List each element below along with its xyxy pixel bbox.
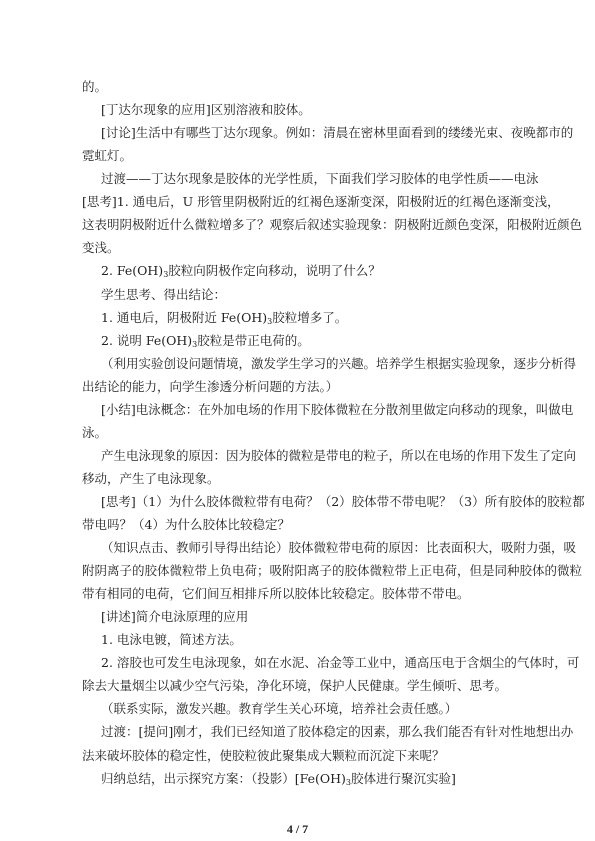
text-line: 除去大量烟尘以减少空气污染，净化环境，保护人民健康。学生倾听、思考。 <box>82 678 508 694</box>
text-line: （联系实际，激发兴趣。教育学生关心环境，培养社会责任感。） <box>101 701 458 717</box>
text-line: 出结论的能力，向学生渗透分析问题的方法。） <box>82 378 339 394</box>
text-line <box>101 309 595 326</box>
text-segment: 2. 说明 Fe(OH) <box>101 332 193 348</box>
text-line <box>101 262 595 279</box>
text-line: [思考]1. 通电后，U 形管里阴极附近的红褐色逐渐变深，阳极附近的红褐色逐渐变浅， <box>82 194 560 210</box>
text-line: 学生思考、得出结论： <box>101 286 227 302</box>
text-line: 附阴离子的胶体微粒带上负电荷；吸附阳离子的胶体微粒带上正电荷，但是同种胶体的微粒 <box>82 563 583 578</box>
text-segment: 归纳总结，出示探究方案：（投影）[Fe(OH) <box>101 770 346 786</box>
subscript: 3 <box>192 339 198 349</box>
page-number: 4 / 7 <box>286 822 309 836</box>
text-line: [讨论]生活中有哪些丁达尔现象。例如：清晨在密林里面看到的缕缕光束、夜晚都市的 <box>101 125 574 141</box>
text-line: [小结]电泳概念：在外加电场的作用下胶体微粒在分散剂里做定向移动的现象，叫做电 <box>101 401 574 417</box>
text-line <box>101 332 595 349</box>
text-segment: 胶粒向阴极作定向移动，说明了什么？ <box>168 263 381 279</box>
text-line: [丁达尔现象的应用]区别溶液和胶体。 <box>101 102 311 117</box>
text-line: 的。 <box>82 79 108 94</box>
text-line: 过渡：[提问]刚才，我们已经知道了胶体稳定的因素，那么我们能否有针对性地想出办 <box>101 724 574 740</box>
subscript: 3 <box>345 777 352 787</box>
text-line: （知识点击、教师引导得出结论）胶体微粒带电荷的原因：比表面积大，吸附力强，吸 <box>101 540 577 555</box>
text-segment: 胶粒是带正电荷的。 <box>197 332 310 348</box>
text-line <box>101 770 595 787</box>
text-line: 带有相同的电荷，它们间互相排斥所以胶体比较稳定。胶体带不带电。 <box>82 586 470 602</box>
text-segment: 2. Fe(OH) <box>101 263 164 279</box>
text-line: 移动，产生了电泳现象。 <box>82 470 220 486</box>
text-line: 法来破坏胶体的稳定性，使胶粒彼此聚集成大颗粒而沉淀下来呢？ <box>82 747 445 763</box>
text-line: 1. 电泳电镀，简述方法。 <box>101 632 242 648</box>
text-line: 过渡——丁达尔现象是胶体的光学性质，下面我们学习胶体的电学性质——电泳 <box>101 171 539 187</box>
text-line: 2. 溶胶也可发生电泳现象，如在水泥、冶金等工业中，通高压电于含烟尘的气体时，可 <box>101 655 580 671</box>
text-segment: 1. 通电后，阴极附近 Fe(OH) <box>101 309 268 325</box>
text-segment: 胶体进行聚沉实验] <box>351 770 456 786</box>
text-segment: 胶粒增多了。 <box>272 309 348 325</box>
text-line: 泳。 <box>82 424 108 440</box>
text-line: 霓虹灯。 <box>82 148 133 164</box>
text-line: 变浅。 <box>82 240 120 256</box>
text-line: 产生电泳现象的原因：因为胶体的微粒是带电的粒子，所以在电场的作用下发生了定向 <box>101 447 577 463</box>
subscript: 3 <box>163 270 169 280</box>
text-line: [思考]（1）为什么胶体微粒带有电荷？（2）胶体带不带电呢？（3）所有胶体的胶粒都 <box>101 493 585 509</box>
subscript: 3 <box>267 316 273 326</box>
text-line: （利用实验创设问题情境，激发学生学习的兴趣。培养学生根据实验现象，逐步分析得 <box>101 355 577 371</box>
text-line: 带电吗？（4）为什么胶体比较稳定？ <box>82 517 290 532</box>
text-line: 这表明阴极附近什么微粒增多了？观察后叙述实验现象：阴极附近颜色变深，阳极附近颜色 <box>82 217 583 233</box>
text-line: [讲述]简介电泳原理的应用 <box>101 609 249 625</box>
